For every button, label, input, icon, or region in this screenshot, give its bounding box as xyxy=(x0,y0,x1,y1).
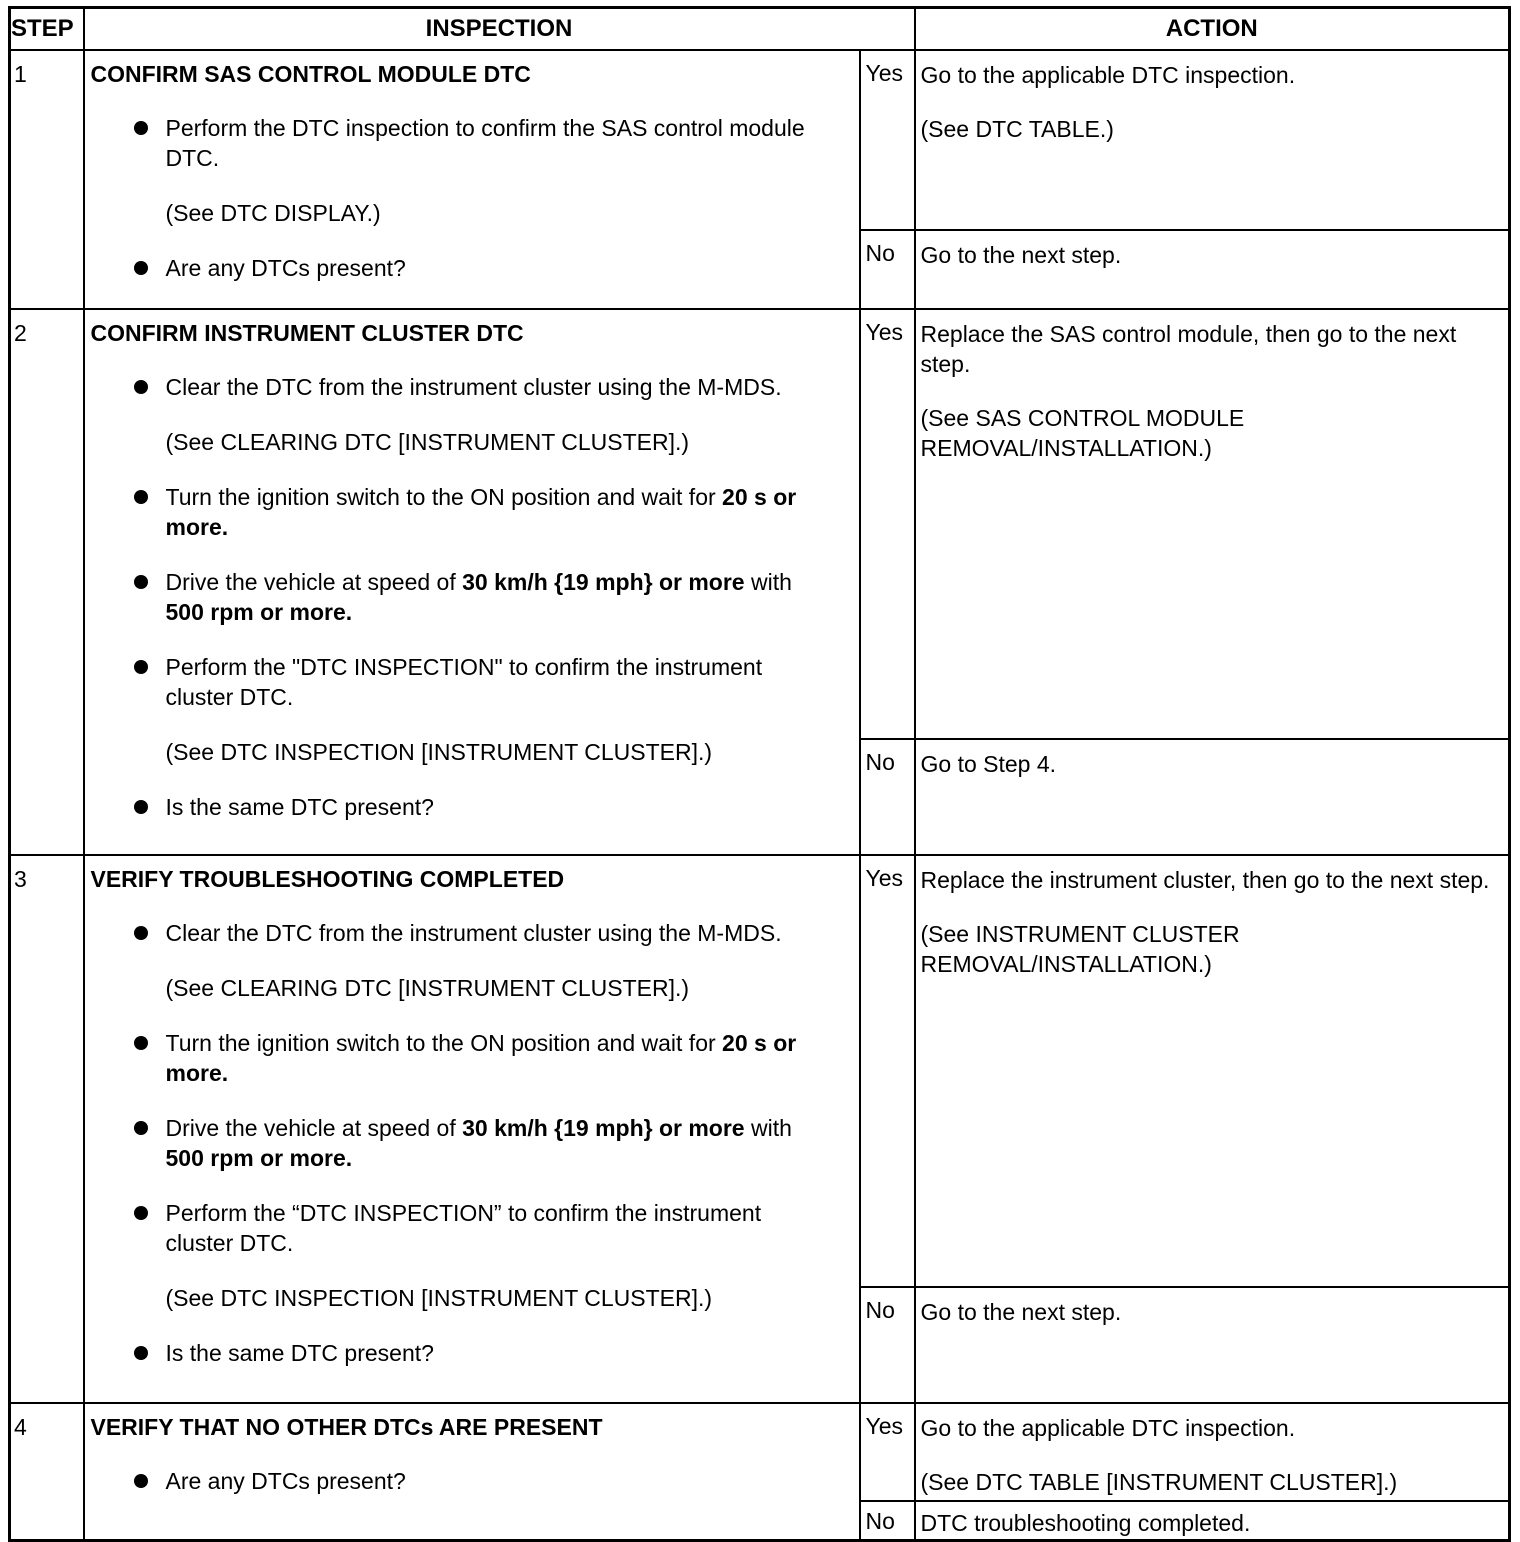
yes-action xyxy=(915,1403,1510,1501)
bullet-icon xyxy=(134,660,148,674)
no-action xyxy=(915,739,1510,855)
step-1-inspection xyxy=(84,50,860,309)
bullet-icon xyxy=(134,1474,148,1488)
step-3-inspection xyxy=(84,855,860,1403)
action-text: Replace the instrument cluster, then go to the next step. xyxy=(920,866,1490,893)
bullet-icon xyxy=(134,1346,148,1360)
item-text: Perform the DTC inspection to confirm the SAS control module DTC. xyxy=(165,114,805,171)
yes-action xyxy=(915,309,1510,739)
inspection-item xyxy=(91,1113,859,1173)
item-text: Clear the DTC from the instrument cluster using the M-MDS. xyxy=(165,919,782,946)
no-label: No xyxy=(860,1501,915,1541)
action-reference: (See DTC TABLE.) xyxy=(920,115,1114,142)
item-text: Perform the “DTC INSPECTION” to confirm the instrument cluster DTC. xyxy=(165,1199,762,1256)
no-action xyxy=(915,1501,1510,1541)
action-reference: (See INSTRUMENT CLUSTER REMOVAL/INSTALLATION.) xyxy=(920,920,1240,977)
item-text: Are any DTCs present? xyxy=(165,1467,406,1494)
action-text: Go to the applicable DTC inspection. xyxy=(920,61,1296,88)
item-text: Perform the "DTC INSPECTION" to confirm the instrument cluster DTC. xyxy=(165,653,763,710)
header-action: ACTION xyxy=(915,8,1510,50)
yes-label: Yes xyxy=(860,1403,915,1501)
item-text: Clear the DTC from the instrument cluster using the M-MDS. xyxy=(165,373,782,400)
step-number: 3 xyxy=(10,855,84,1403)
dtc-troubleshooting-table xyxy=(8,6,1511,1542)
yes-action xyxy=(915,50,1510,231)
yes-label: Yes xyxy=(860,309,915,739)
step-2-inspection xyxy=(84,309,860,855)
item-text: Is the same DTC present? xyxy=(165,793,434,820)
inspection-item xyxy=(91,1198,859,1258)
inspection-question xyxy=(91,253,859,283)
reference-link: (See DTC DISPLAY.) xyxy=(165,199,381,226)
bullet-icon xyxy=(134,121,148,135)
inspection-item xyxy=(91,113,859,173)
inspection-item xyxy=(91,567,859,627)
item-text: with xyxy=(744,1114,792,1141)
step-4-inspection xyxy=(84,1403,860,1541)
inspection-item xyxy=(91,918,859,948)
step-3-yes-row xyxy=(10,855,1510,1287)
troubleshooting-document xyxy=(8,6,1508,1536)
step-number: 2 xyxy=(10,309,84,855)
bullet-icon xyxy=(134,800,148,814)
inspection-question xyxy=(91,792,859,822)
inspection-question xyxy=(91,1338,859,1368)
yes-action xyxy=(915,855,1510,1287)
step-number: 4 xyxy=(10,1403,84,1541)
step-4-yes-row xyxy=(10,1403,1510,1501)
item-emphasis: 20 s or more. xyxy=(165,1029,797,1086)
item-text: Is the same DTC present? xyxy=(165,1339,434,1366)
no-label: No xyxy=(860,230,915,308)
action-text: Go to Step 4. xyxy=(920,750,1057,777)
action-text: Go to the next step. xyxy=(920,1298,1122,1325)
step-title: VERIFY TROUBLESHOOTING COMPLETED xyxy=(90,865,565,892)
bullet-icon xyxy=(134,490,148,504)
reference-link: (See DTC INSPECTION [INSTRUMENT CLUSTER].) xyxy=(165,1284,713,1311)
yes-label: Yes xyxy=(860,50,915,231)
inspection-item xyxy=(91,372,859,402)
inspection-item xyxy=(91,652,859,712)
inspection-item xyxy=(91,1028,859,1088)
step-2-yes-row xyxy=(10,309,1510,739)
item-emphasis: 500 rpm or more. xyxy=(165,1144,353,1171)
item-text: Drive the vehicle at speed of xyxy=(165,1114,463,1141)
step-title: CONFIRM SAS CONTROL MODULE DTC xyxy=(90,60,531,87)
item-text: Turn the ignition switch to the ON position and wait for xyxy=(165,483,723,510)
item-emphasis: 20 s or more. xyxy=(165,483,797,540)
action-text: DTC troubleshooting completed. xyxy=(920,1509,1251,1536)
reference-link: (See CLEARING DTC [INSTRUMENT CLUSTER].) xyxy=(165,428,690,455)
step-number: 1 xyxy=(10,50,84,309)
bullet-icon xyxy=(134,575,148,589)
item-emphasis: 30 km/h {19 mph} or more xyxy=(462,568,745,595)
bullet-icon xyxy=(134,261,148,275)
action-reference: (See DTC TABLE [INSTRUMENT CLUSTER].) xyxy=(920,1468,1398,1495)
inspection-question xyxy=(91,1466,859,1496)
item-emphasis: 500 rpm or more. xyxy=(165,598,353,625)
yes-label: Yes xyxy=(860,855,915,1287)
inspection-item xyxy=(91,482,859,542)
item-text: with xyxy=(744,568,792,595)
no-action xyxy=(915,230,1510,308)
action-text: Go to the applicable DTC inspection. xyxy=(920,1414,1296,1441)
action-text: Go to the next step. xyxy=(920,242,1122,269)
no-label: No xyxy=(860,1287,915,1403)
item-emphasis: 30 km/h {19 mph} or more xyxy=(462,1114,745,1141)
header-row xyxy=(10,8,1510,50)
reference-link: (See DTC INSPECTION [INSTRUMENT CLUSTER].) xyxy=(165,738,713,765)
bullet-icon xyxy=(134,380,148,394)
bullet-icon xyxy=(134,1121,148,1135)
header-inspection: INSPECTION xyxy=(84,8,915,50)
no-action xyxy=(915,1287,1510,1403)
step-title: CONFIRM INSTRUMENT CLUSTER DTC xyxy=(90,319,524,346)
item-text: Are any DTCs present? xyxy=(165,254,406,281)
header-step: STEP xyxy=(10,8,84,50)
item-text: Turn the ignition switch to the ON position and wait for xyxy=(165,1029,723,1056)
step-title: VERIFY THAT NO OTHER DTCs ARE PRESENT xyxy=(90,1413,603,1440)
bullet-icon xyxy=(134,926,148,940)
no-label: No xyxy=(860,739,915,855)
reference-link: (See CLEARING DTC [INSTRUMENT CLUSTER].) xyxy=(165,974,690,1001)
action-text: Replace the SAS control module, then go to the next step. xyxy=(920,320,1457,377)
step-1-yes-row xyxy=(10,50,1510,231)
action-reference: (See SAS CONTROL MODULE REMOVAL/INSTALLATION.) xyxy=(920,404,1245,461)
item-text: Drive the vehicle at speed of xyxy=(165,568,463,595)
bullet-icon xyxy=(134,1206,148,1220)
bullet-icon xyxy=(134,1036,148,1050)
